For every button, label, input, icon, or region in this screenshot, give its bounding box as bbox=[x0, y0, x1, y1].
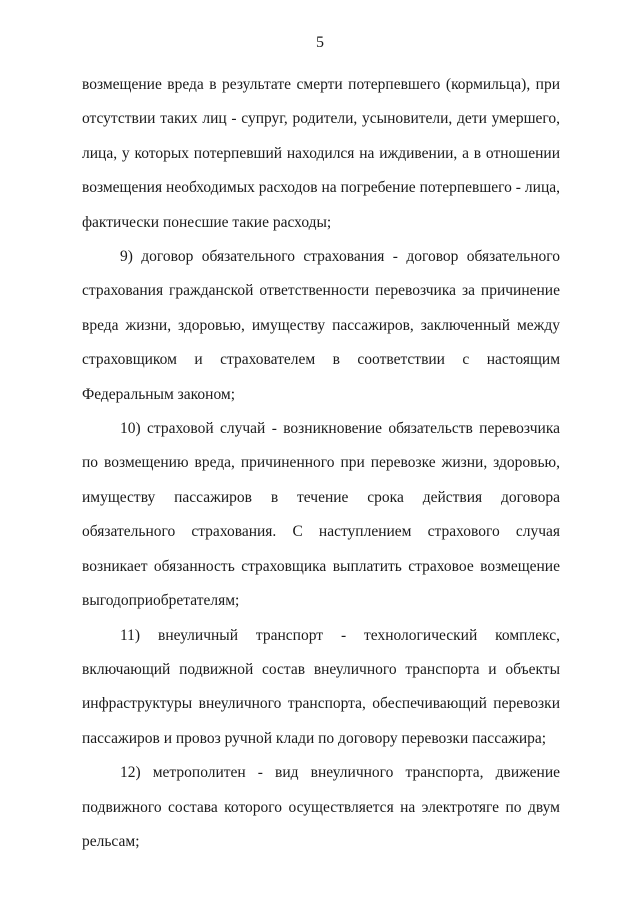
paragraph-item-10: 10) страховой случай - возникновение обязательств перевозчика по возмещению вреда, причиненного при перевозке жизни, здоровью, имуществу пассажиров в течение срока действия договора обязательного страхования. С наступлением страхового случая возникает обязанность страховщика выплатить страховое возмещение выгодоприобретателям; bbox=[82, 420, 560, 610]
paragraph-item-11: 11) внеуличный транспорт - технологический комплекс, включающий подвижной состав внеуличного транспорта и объекты инфраструктуры внеуличного транспорта, обеспечивающий перевозки пассажиров и провоз ручной клади по договору перевозки пассажира; bbox=[82, 626, 560, 747]
paragraph-continuation: возмещение вреда в результате смерти потерпевшего (кормильца), при отсутствии таких лиц - супруг, родители, усыновители, дети умершего, лица, у которых потерпевший находился на иждивении, а в отношении возмещения необходимых расходов на погребение потерпевшего - лица, фактически понесшие такие расходы; bbox=[82, 76, 560, 231]
paragraph-item-12: 12) метрополитен - вид внеуличного транспорта, движение подвижного состава которого осуществляется на электротяге по двум рельсам; bbox=[82, 764, 560, 850]
paragraph-item-9: 9) договор обязательного страхования - договор обязательного страхования гражданской ответственности перевозчика за причинение вреда жизни, здоровью, имуществу пассажиров, заключенный между страховщиком и страхователем в соответствии с настоящим Федеральным законом; bbox=[82, 248, 560, 403]
page-number: 5 bbox=[316, 34, 324, 51]
document-body bbox=[82, 68, 560, 859]
